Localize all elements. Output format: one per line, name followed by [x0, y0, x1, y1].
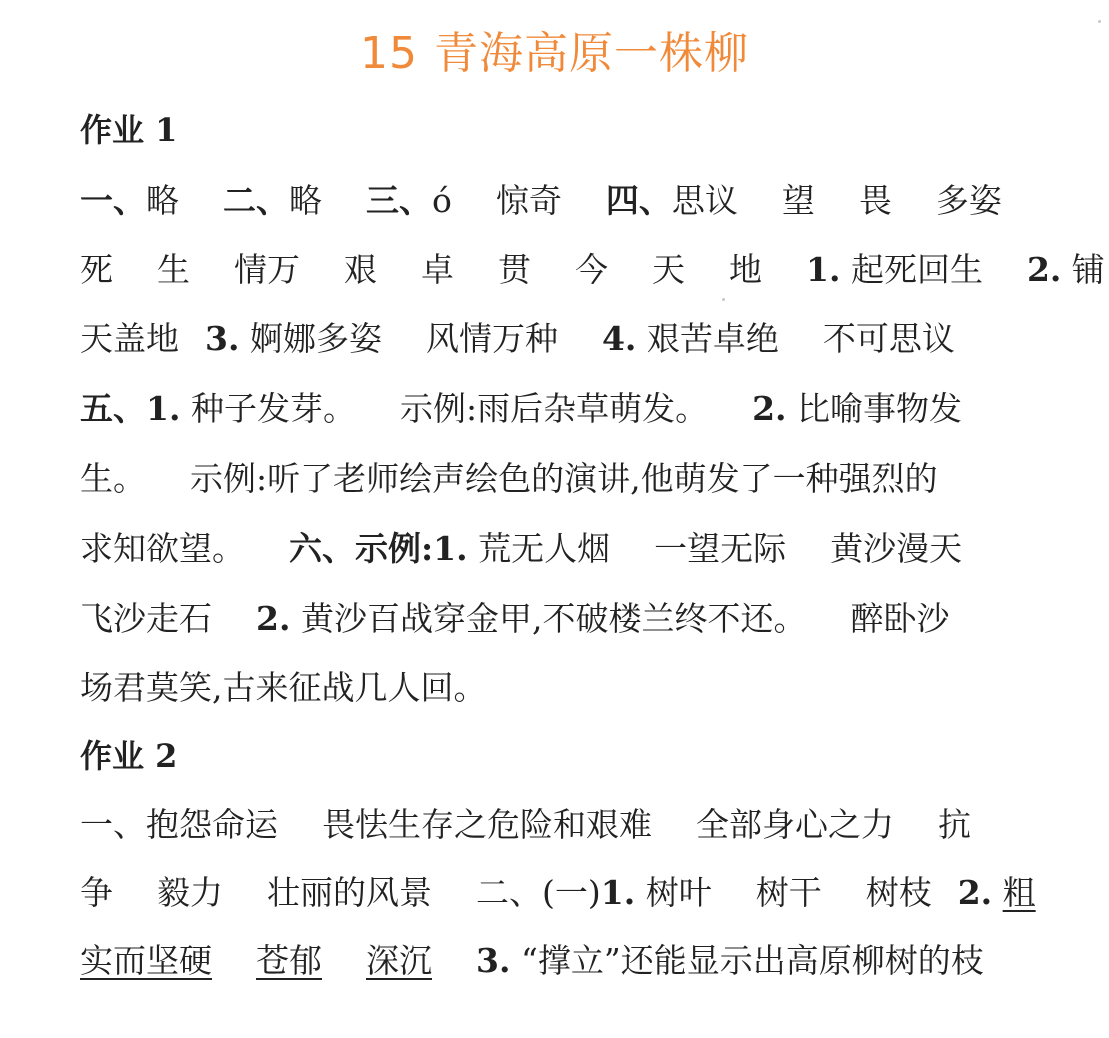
idiom: 天盖地: [80, 319, 179, 358]
answer-text: 争: [80, 873, 113, 912]
underlined-word: 苍郁: [256, 941, 322, 980]
char: 地: [729, 250, 762, 289]
answer-text: 全部身心之力: [696, 805, 894, 844]
answer-text: 抗: [938, 805, 971, 844]
item-number: 4.: [601, 319, 637, 358]
answer-text: 毅力: [157, 873, 223, 912]
poem-line: 醉卧沙: [850, 599, 950, 638]
q2-answer: 略: [289, 181, 322, 220]
idiom: 铺: [1071, 250, 1105, 289]
idiom: 艰苦卓绝: [646, 319, 779, 358]
char: 今: [575, 250, 608, 289]
hw1-line-8: [80, 665, 487, 711]
hw1-line-5: [80, 456, 938, 502]
q4-word-4: 多姿: [935, 181, 1002, 220]
q2-label: 二、: [223, 181, 289, 220]
q3-label: 三、: [366, 181, 432, 220]
idiom: 婀娜多姿: [249, 319, 382, 358]
answer-text: 一、抱怨命运: [80, 805, 278, 844]
phrase: 飞沙走石: [80, 599, 212, 638]
example-text: 示例:听了老师绘声绘色的演讲,他萌发了一种强烈的: [190, 459, 938, 498]
homework-1-heading: 作业 1: [80, 111, 178, 149]
q6-label: 六、示例:1.: [289, 529, 468, 568]
item-number: 2.: [256, 599, 291, 638]
answer-text: 树叶: [645, 873, 712, 912]
hw2-line-3: [80, 938, 984, 984]
answer-text: 求知欲望。: [80, 529, 245, 568]
answer-text: 比喻事物发: [797, 389, 963, 428]
char: 卓: [421, 250, 454, 289]
lesson-title: [0, 24, 1109, 84]
section-label: 二、(一): [476, 873, 601, 912]
answer-text: 壮丽的风景: [267, 873, 432, 912]
q1-label: 一、: [80, 181, 146, 220]
poem-line: 黄沙百战穿金甲,不破楼兰终不还。: [300, 599, 807, 638]
idiom: 不可思议: [822, 319, 955, 358]
q1-answer: 略: [146, 181, 179, 220]
phrase: 黄沙漫天: [830, 529, 963, 568]
hw1-line-4: [80, 386, 962, 432]
item-number: 2.: [957, 873, 993, 912]
hw1-line-3: [80, 316, 955, 362]
answer-text: 生。: [80, 459, 146, 498]
idiom: 起死回生: [850, 250, 983, 289]
item-number: 3.: [476, 941, 511, 980]
q3-answer: 惊奇: [495, 181, 562, 220]
answer-text: 树枝: [865, 873, 932, 912]
item-number: 2.: [752, 389, 787, 428]
lesson-name: 青海高原一株柳: [434, 28, 749, 79]
q3-pinyin: ó: [432, 181, 452, 220]
phrase: 一望无际: [654, 529, 787, 568]
q4-label: 四、: [605, 181, 672, 220]
char: 艰: [344, 250, 377, 289]
hw1-line-1: [80, 178, 1002, 224]
hw1-line-7: [80, 596, 949, 642]
poem-line: 场君莫笑,古来征战几人回。: [80, 668, 487, 707]
q4-word-2: 望: [781, 181, 815, 220]
answer-text: 畏怯生存之危险和艰难: [322, 805, 652, 844]
phrase: 荒无人烟: [478, 529, 611, 568]
item-number: 1.: [600, 873, 636, 912]
char: 情万: [234, 250, 300, 289]
q5-label: 五、1.: [80, 389, 181, 428]
item-number: 3.: [205, 319, 240, 358]
answer-text: 种子发芽。: [190, 389, 356, 428]
lesson-number: 15: [360, 28, 418, 79]
underlined-word: 深沉: [366, 941, 432, 980]
item-number: 2.: [1026, 250, 1062, 289]
q4-word-1: 思议: [671, 181, 738, 220]
char: 死: [80, 250, 113, 289]
answer-text: 树干: [755, 873, 822, 912]
char: 贯: [498, 250, 531, 289]
answer-text: “撑立”还能显示出高原柳树的枝: [520, 941, 984, 980]
underlined-word: 粗: [1002, 873, 1036, 912]
idiom: 风情万种: [425, 319, 558, 358]
example-text: 示例:雨后杂草萌发。: [399, 389, 709, 428]
scan-speck: [1098, 20, 1101, 23]
hw1-line-2: [80, 247, 1105, 293]
hw2-line-2: [80, 870, 1036, 916]
scan-speck: [722, 298, 725, 301]
char: 生: [157, 250, 190, 289]
homework-2-heading: 作业 2: [80, 737, 178, 775]
hw2-line-1: [80, 802, 971, 848]
q4-word-3: 畏: [858, 181, 892, 220]
underlined-word: 实而坚硬: [80, 941, 212, 980]
hw1-line-6: [80, 526, 962, 572]
item-number: 1.: [806, 250, 841, 289]
char: 天: [652, 250, 685, 289]
